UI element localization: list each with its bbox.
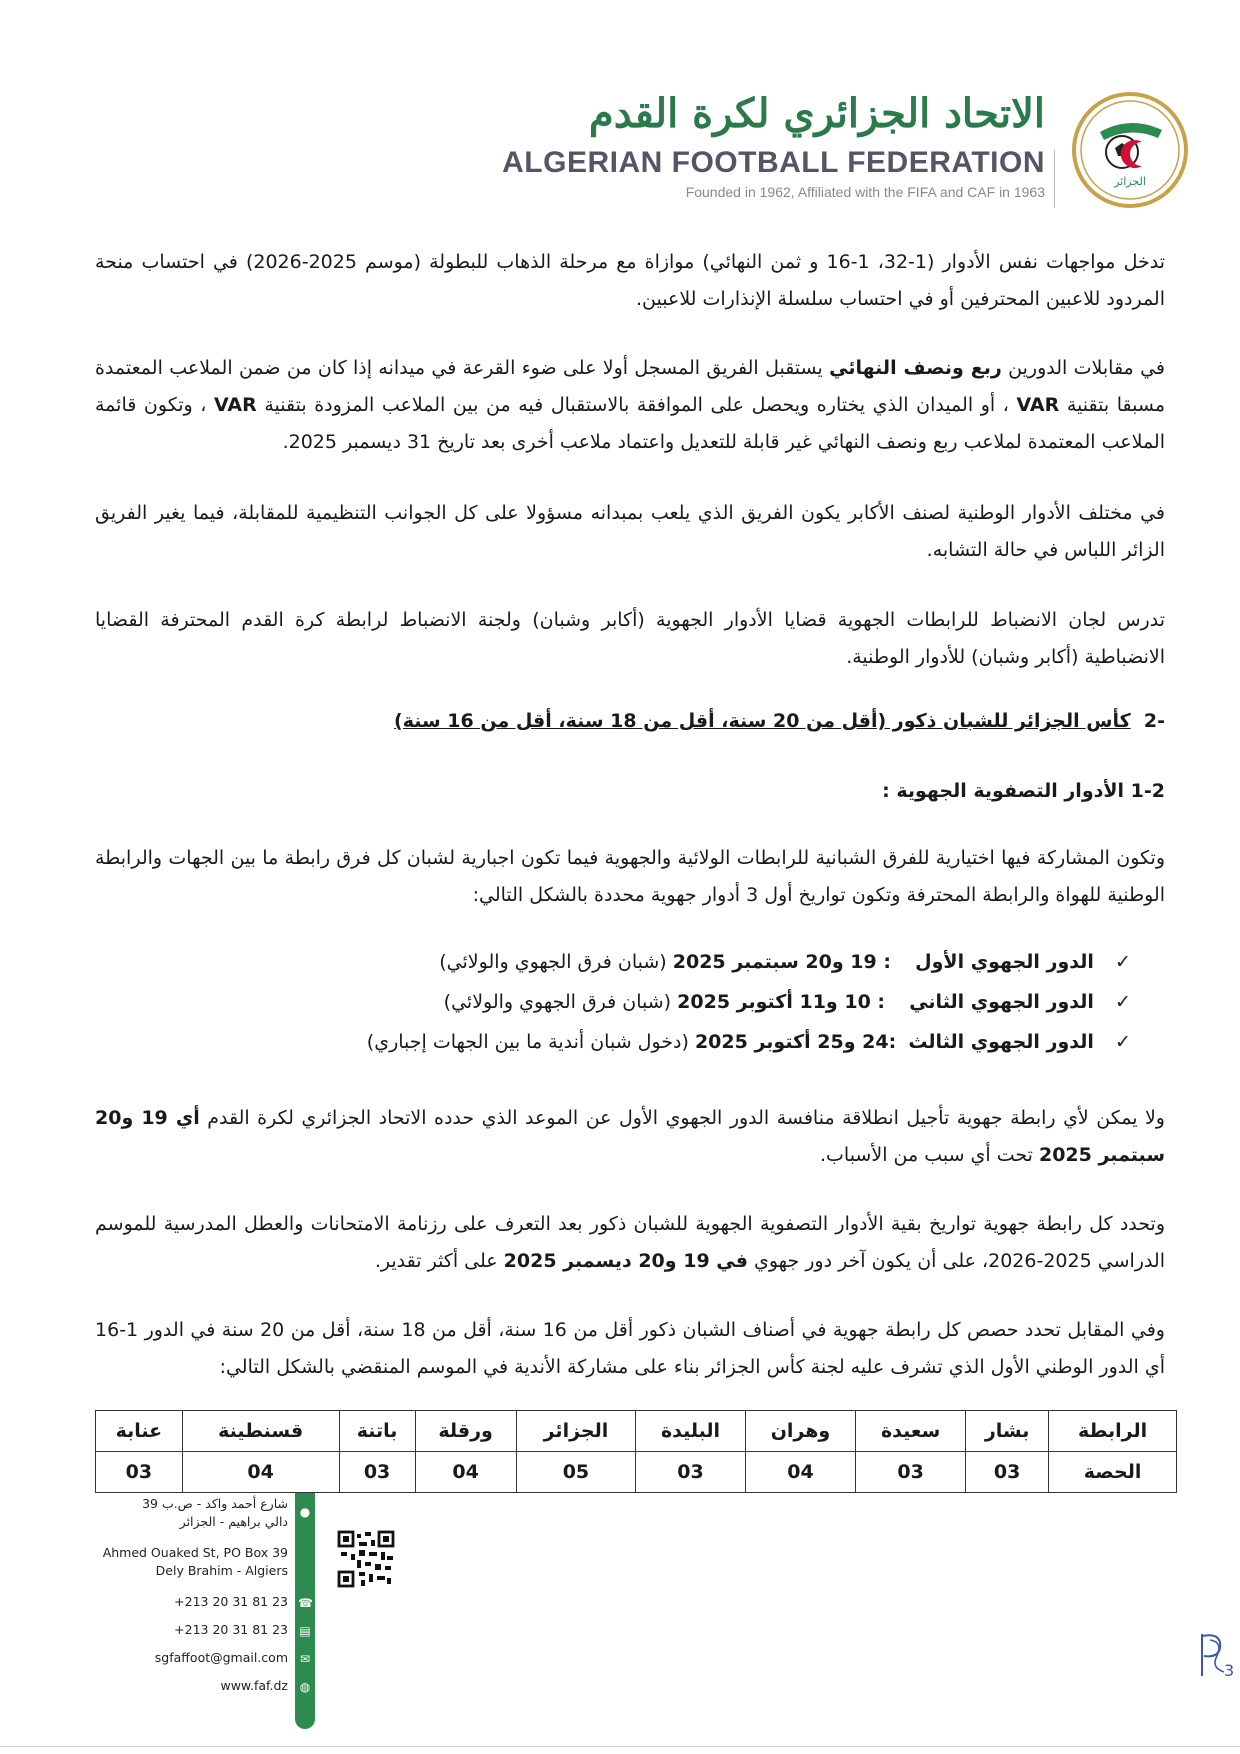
table-cell: 03 [966, 1452, 1049, 1493]
table-cell: البليدة [636, 1411, 746, 1452]
list-item [95, 1022, 1140, 1062]
location-pin-icon: ● [299, 1505, 311, 1519]
website-link[interactable]: www.faf.dz [220, 1678, 288, 1693]
phone-number: +213 20 31 81 23 [174, 1594, 288, 1609]
p2-var-1: VAR [1016, 394, 1060, 416]
paragraph-2 [95, 350, 1165, 461]
fax-icon: ▤ [299, 1624, 311, 1638]
paragraph-4: تدرس لجان الانضباط للرابطات الجهوية قضايا الأدوار الجهوية (أكابر وشبان) ولجنة الانضباط لرابطة كرة القدم المحترفة القضايا الانضباطية (أكابر وشبان) للأدوار الوطنية. [95, 609, 1165, 668]
email-link[interactable]: sgfaffoot@gmail.com [154, 1650, 288, 1665]
section-heading-youth-cup [95, 710, 1165, 732]
list-item [95, 942, 1140, 982]
page-signature-mark [1190, 1628, 1238, 1682]
letterhead [502, 90, 1190, 205]
emblem-label: الجزائر [1114, 175, 1146, 188]
round-date: : 19 و20 سبتمبر 2025 [672, 951, 891, 973]
table-header-cell: الرابطة [1049, 1411, 1177, 1452]
table-cell: وهران [745, 1411, 855, 1452]
header-divider [1054, 150, 1055, 208]
p2-text-c: يستقبل الفريق المسجل أولا على ضوء القرعة في ميدانه إذا كان من ضمن الملاعب المعتمدة مسبقا بتقنية [95, 357, 1165, 416]
round-note: (شبان فرق الجهوي والولائي) [439, 951, 667, 973]
address-arabic-line-2: دالي براهيم - الجزائر [179, 1514, 288, 1529]
paragraph-3: في مختلف الأدوار الوطنية لصنف الأكابر يكون الفريق الذي يلعب بمبدانه مسؤولا على كل الجوانب التنظيمية للمقابلة، فيما يغير الفريق الزائر اللباس في حالة التشابه. [95, 502, 1165, 561]
list-item [95, 982, 1140, 1022]
paragraph-1: تدخل مواجهات نفس الأدوار (1-32، 1-16 و ثمن النهائي) موازاة مع مرحلة الذهاب للبطولة (موسم 2025-2026) في احتساب منحة المردود للاعبين المحترفين أو في احتساب سلسلة الإنذارات للاعبين. [95, 251, 1165, 310]
globe-icon: ◍ [299, 1680, 311, 1694]
table-cell: 03 [96, 1452, 183, 1493]
checkmark-icon: ✓ [1115, 951, 1131, 973]
round-date: :24 و25 أكتوبر 2025 [694, 1031, 897, 1053]
regional-rounds-list [95, 942, 1140, 1062]
paragraph-7 [95, 1206, 1165, 1280]
paragraph-6 [95, 1100, 1165, 1174]
email-icon: ✉ [299, 1652, 311, 1666]
table-cell: سعيدة [856, 1411, 966, 1452]
p2-text-e: ، أو الميدان الذي يختاره ويحصل على الموافقة بالاستقبال فيه من بين الملاعب المزودة بتقنية [256, 394, 1017, 416]
table-cell: قسنطينة [182, 1411, 339, 1452]
subsection-heading-regional: 1-2 الأدوار التصفوية الجهوية : [882, 780, 1165, 802]
round-label: الدور الجهوي الثاني [909, 991, 1094, 1013]
round-note: (دخول شبان أندية ما بين الجهات إجباري) [366, 1031, 689, 1053]
table-cell: 03 [339, 1452, 415, 1493]
p2-text-a: في مقابلات الدورين [1001, 357, 1166, 379]
section-title: كأس الجزائر للشبان ذكور (أقل من 20 سنة، أقل من 18 سنة، أقل من 16 سنة) [394, 710, 1131, 732]
table-cell: 04 [182, 1452, 339, 1493]
faf-emblem-icon [1070, 90, 1190, 210]
fax-number: +213 20 31 81 23 [174, 1622, 288, 1637]
checkmark-icon: ✓ [1115, 1031, 1131, 1053]
p7-bold-date: في 19 و20 ديسمبر 2025 [503, 1250, 748, 1272]
table-cell: 03 [636, 1452, 746, 1493]
p2-bold-rounds: ربع ونصف النهائي [829, 357, 1002, 379]
table-row [96, 1452, 1177, 1493]
federation-subtitle: Founded in 1962, Affiliated with the FIFA and CAF in 1963 [685, 184, 1045, 200]
round-note: (شبان فرق الجهوي والولائي) [443, 991, 672, 1013]
table-cell: 04 [415, 1452, 516, 1493]
address-english-line-2: Dely Brahim - Algiers [155, 1563, 288, 1578]
paragraph-5: وتكون المشاركة فيها اختيارية للفرق الشبانية للرابطات الولائية والجهوية فيما تكون اجبارية لشبان كل فرق رابطة ما بين الجهات والرابطة الوطنية للهواة والرابطة المحترفة وتكون تواريخ أول 3 أدوار جهوية محددة بالشكل التالي: [95, 847, 1165, 906]
table-row [96, 1411, 1177, 1452]
round-date: : 10 و11 أكتوبر 2025 [677, 991, 886, 1013]
table-cell: 03 [856, 1452, 966, 1493]
p7-text-c: على أكثر تقدير. [374, 1250, 504, 1272]
bottom-edge-line [0, 1746, 1240, 1747]
round-label: الدور الجهوي الأول [915, 951, 1094, 973]
p6-text-a: ولا يمكن لأي رابطة جهوية تأجيل انطلاقة منافسة الدور الجهوي الأول عن الموعد الذي حدده الاتحاد الجزائري لكرة القدم [199, 1107, 1165, 1129]
p2-var-2: VAR [213, 394, 257, 416]
table-cell: ورقلة [415, 1411, 516, 1452]
table-cell: عنابة [96, 1411, 183, 1452]
address-english-line-1: Ahmed Ouaked St, PO Box 39 [102, 1545, 288, 1560]
footer-icon-bar [295, 1493, 315, 1729]
p6-bold-date: أي 19 و20 سبتمبر 2025 [95, 1107, 1165, 1166]
p7-text-a: وتحدد كل رابطة جهوية تواريخ بقية الأدوار التصفوية الجهوية للشبان ذكور بعد التعرف على رزنامة الامتحانات والعطل المدرسية للموسم الدراسي 2025-2026، على أن يكون آخر دور جهوي [95, 1213, 1165, 1272]
table-cell: 05 [516, 1452, 636, 1493]
federation-name-arabic: الاتحاد الجزائري لكرة القدم [588, 90, 1045, 137]
qr-code-icon [337, 1530, 395, 1588]
table-cell: 04 [745, 1452, 855, 1493]
table-cell: بشار [966, 1411, 1049, 1452]
table-header-cell: الحصة [1049, 1452, 1177, 1493]
table-cell: الجزائر [516, 1411, 636, 1452]
p2-text-g: ، وتكون قائمة الملاعب المعتمدة لملاعب ربع ونصف النهائي غير قابلة للتعديل واعتماد ملاعب أخرى بعد تاريخ 31 ديسمبر 2025. [95, 394, 1165, 453]
p6-text-c: تحت أي سبب من الأسباب. [819, 1144, 1039, 1166]
page-number: 3 [1224, 1661, 1235, 1680]
section-number: -2 [1143, 710, 1165, 732]
round-label: الدور الجهوي الثالث [908, 1031, 1094, 1053]
paragraph-8: وفي المقابل تحدد حصص كل رابطة جهوية في أصناف الشبان ذكور أقل من 16 سنة، أقل من 18 سنة، أقل من 20 سنة في الدور 1-16 أي الدور الوطني الأول الذي تشرف عليه لجنة كأس الجزائر بناء على مشاركة الأندية في الموسم المنقضي بالشكل التالي: [95, 1319, 1165, 1378]
table-cell: باتنة [339, 1411, 415, 1452]
phone-icon: ☎ [298, 1596, 313, 1610]
address-arabic-line-1: شارع أحمد واكد - ص.ب 39 [142, 1496, 288, 1511]
quota-table [95, 1410, 1177, 1493]
federation-name-english: ALGERIAN FOOTBALL FEDERATION [502, 146, 1045, 179]
checkmark-icon: ✓ [1115, 991, 1131, 1013]
